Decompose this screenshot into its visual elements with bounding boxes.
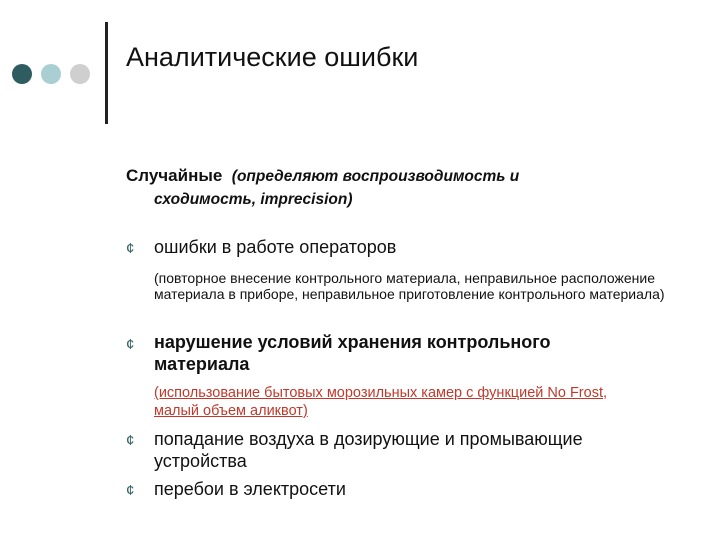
dot-dark	[12, 64, 32, 84]
bullet-icon: ¢	[126, 432, 135, 449]
slide-title: Аналитические ошибки	[126, 42, 419, 72]
list-item-note: (использование бытовых морозильных камер с функцией No Frost, малый объем аликвот)	[154, 385, 608, 419]
list-item: попадание воздуха в дозирующие и промывающие устройства	[154, 429, 583, 471]
bullet-icon: ¢	[126, 336, 135, 353]
decorative-dots	[12, 64, 94, 84]
heading-lead: Случайные	[126, 166, 223, 185]
dot-light	[41, 64, 61, 84]
heading-note-line-2: сходимость, imprecision)	[154, 191, 353, 208]
list-item: ошибки в работе операторов	[154, 237, 397, 257]
bullet-icon: ¢	[126, 482, 135, 499]
dot-grey	[70, 64, 90, 84]
section-heading	[126, 164, 686, 211]
title-divider	[105, 22, 108, 124]
bullet-icon: ¢	[126, 240, 135, 257]
heading-note-line-1: (определяют воспроизводимость и	[231, 168, 520, 185]
list-item-note: (повторное внесение контрольного материала, неправильное расположение материала в приборе, неправильное приготовление контрольного материала)	[154, 270, 665, 302]
list-item: перебои в электросети	[154, 479, 346, 499]
list-item: нарушение условий хранения контрольного материала	[154, 332, 551, 374]
